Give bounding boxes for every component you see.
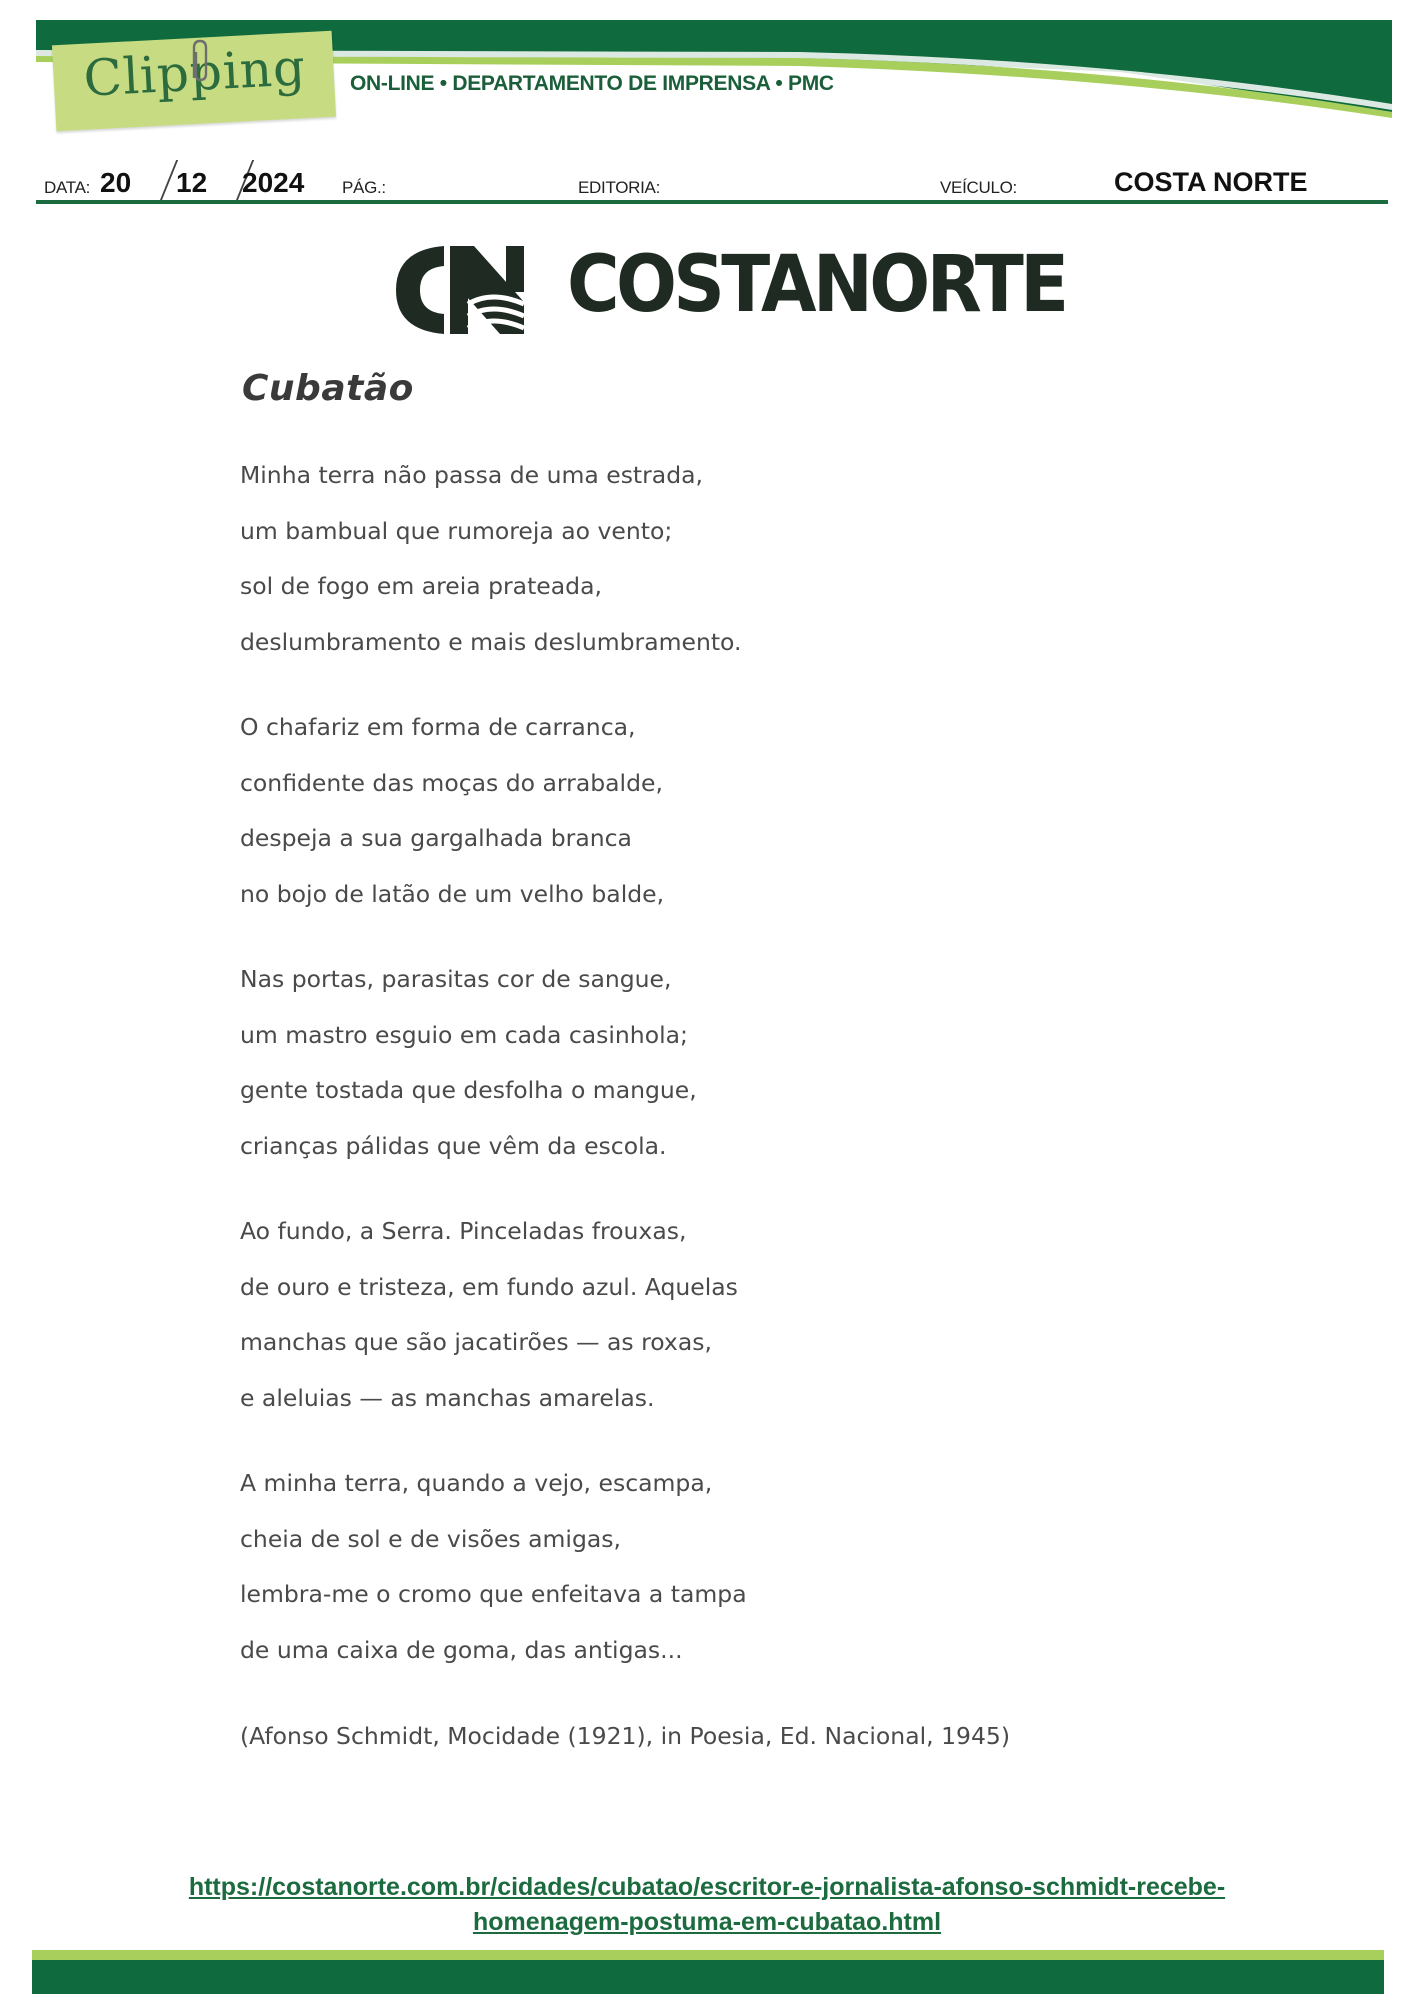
poem-line: de uma caixa de goma, das antigas... (240, 1635, 683, 1664)
poem-body (240, 455, 1140, 1715)
poem-stanza (240, 455, 1140, 677)
veiculo-label: VEÍCULO: (940, 178, 1017, 197)
poem-line: gente tostada que desfolha o mangue, (240, 1076, 697, 1104)
paperclip-icon (186, 38, 214, 84)
poem-line: Minha terra não passa de uma estrada, (240, 461, 704, 489)
poem-line: lembra-me o cromo que enfeitava a tampa (240, 1580, 747, 1608)
date-month: 12 (176, 167, 208, 198)
logo-wordmark: COSTANORTE (567, 240, 1066, 330)
poem-line: no bojo de latão de um velho balde, (240, 879, 665, 908)
poem-stanza (240, 1211, 1140, 1433)
source-link-line-1[interactable]: https://costanorte.com.br/cidades/cubatao/escritor-e-jornalista-afonso-schmidt-recebe- (188, 1873, 1226, 1901)
poem-line: manchas que são jacatirões — as roxas, (240, 1328, 712, 1356)
poem-line: Nas portas, parasitas cor de sangue, (240, 965, 672, 993)
poem-stanza (240, 707, 1140, 929)
poem-stanza (240, 1463, 1140, 1685)
data-label: DATA: (44, 178, 91, 197)
poem-line: A minha terra, quando a vejo, escampa, (240, 1469, 713, 1497)
clipping-word: Clipping (82, 38, 308, 108)
poem-line: um bambual que rumoreja ao vento; (240, 516, 673, 545)
poem-line: deslumbramento e mais deslumbramento. (240, 627, 742, 656)
poem-line: Ao fundo, a Serra. Pinceladas frouxas, (240, 1217, 687, 1245)
footer-stripe-dark (32, 1960, 1384, 1994)
costa-norte-emblem-icon (392, 242, 532, 338)
pag-label: PÁG.: (342, 178, 386, 197)
costa-norte-logo (392, 238, 1072, 338)
clipping-header (0, 0, 1414, 140)
poem-line: sol de fogo em areia prateada, (240, 572, 602, 600)
editoria-label: EDITORIA: (578, 178, 661, 197)
poem-line: despeja a sua gargalhada branca (240, 824, 632, 852)
source-link[interactable] (80, 1870, 1334, 1940)
footer-stripe-light (32, 1950, 1384, 1960)
header-subtitle: ON-LINE • DEPARTAMENTO DE IMPRENSA • PMC (350, 72, 834, 95)
poem-line: confidente das moças do arrabalde, (240, 768, 663, 797)
poem-line: de ouro e tristeza, em fundo azul. Aquelas (240, 1272, 738, 1301)
poem-line: um mastro esguio em cada casinhola; (240, 1020, 688, 1049)
poem-stanza (240, 959, 1140, 1181)
date-day: 20 (100, 167, 132, 198)
date-year: 2024 (242, 167, 305, 198)
poem-line: O chafariz em forma de carranca, (240, 713, 636, 741)
poem-line: crianças pálidas que vêm da escola. (240, 1131, 667, 1160)
poem-line: cheia de sol e de visões amigas, (240, 1524, 621, 1553)
veiculo-value: COSTA NORTE (1114, 167, 1308, 197)
source-link-line-2[interactable]: homenagem-postuma-em-cubatao.html (472, 1908, 942, 1936)
poem-line: e aleluias — as manchas amarelas. (240, 1383, 655, 1412)
poem-attribution: (Afonso Schmidt, Mocidade (1921), in Poesia, Ed. Nacional, 1945) (240, 1722, 1011, 1750)
poem-title: Cubatão (242, 368, 414, 409)
meta-divider (36, 200, 1388, 204)
